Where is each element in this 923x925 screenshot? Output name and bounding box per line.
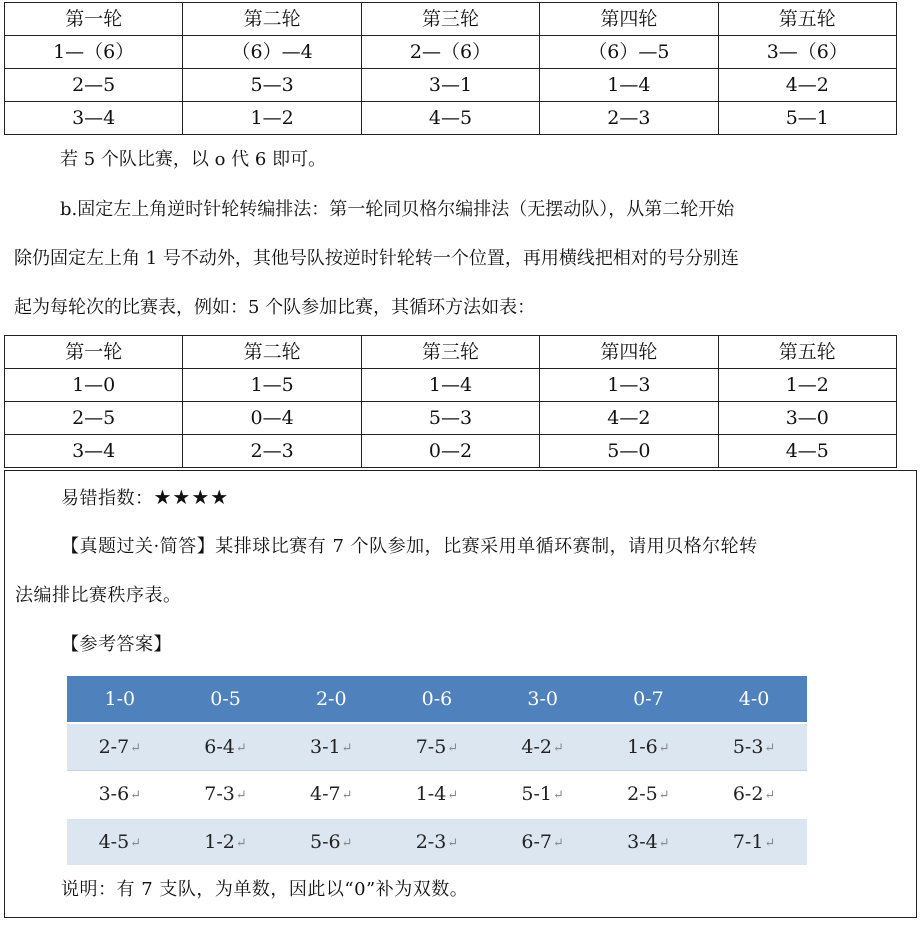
paragraph-mark-icon: ↵ — [130, 740, 142, 756]
table-cell: （6）—4 — [183, 36, 361, 69]
table-cell: 3—（6） — [718, 36, 896, 69]
table-cell: 1—3 — [540, 369, 718, 402]
answer-row — [67, 818, 807, 865]
paragraph-mark-icon: ↵ — [658, 740, 670, 756]
paragraph-mark-icon: ↵ — [235, 787, 247, 803]
answer-cell: 4-0 — [701, 676, 807, 723]
method-b-line-2: 除仍固定左上角 1 号不动外，其他号队按逆时针轮转一个位置，再用横线把相对的号分别连 — [14, 248, 739, 269]
table-row — [5, 369, 897, 402]
table-row — [5, 69, 897, 102]
question-line-1: 【真题过关·简答】某排球比赛有 7 个队参加，比赛采用单循环赛制，请用贝格尔轮转 — [61, 536, 758, 557]
header-cell: 第三轮 — [361, 3, 539, 36]
exercise-box — [4, 470, 917, 918]
table-row — [5, 435, 897, 468]
paragraph-mark-icon: ↵ — [553, 835, 564, 851]
table-header-row — [5, 336, 897, 369]
paragraph-mark-icon: ↵ — [130, 835, 142, 851]
table-row — [5, 402, 897, 435]
difficulty-label: 易错指数： — [61, 488, 154, 509]
table-cell: 5—1 — [718, 102, 896, 135]
paragraph-mark-icon: ↵ — [658, 787, 670, 803]
answer-cell: 3-1↵ — [278, 723, 384, 771]
table-cell: 3—4 — [5, 102, 183, 135]
table-cell: 2—（6） — [361, 36, 539, 69]
paragraph-mark-icon: ↵ — [235, 835, 247, 851]
answer-cell: 3-0 — [490, 676, 596, 723]
answer-label: 【参考答案】 — [61, 634, 172, 655]
table-row — [5, 102, 897, 135]
paragraph-mark-icon: ↵ — [447, 835, 459, 851]
table-cell: 1—5 — [183, 369, 361, 402]
table-cell: 1—（6） — [5, 36, 183, 69]
explanation-text: 说明：有 7 支队，为单数，因此以“0”补为双数。 — [61, 879, 469, 900]
header-cell: 第二轮 — [183, 3, 361, 36]
table-cell: 0—2 — [361, 435, 539, 468]
paragraph-mark-icon: ↵ — [764, 740, 776, 756]
table-cell: 1—4 — [540, 69, 718, 102]
answer-cell: 2-7↵ — [67, 723, 173, 771]
answer-cell: 5-3↵ — [701, 723, 807, 771]
paragraph-mark-icon: ↵ — [764, 835, 776, 851]
answer-cell: 6-7↵ — [490, 818, 596, 865]
header-cell: 第五轮 — [718, 336, 896, 369]
answer-cell: 4-2↵ — [490, 723, 596, 771]
answer-cell: 7-3↵ — [173, 771, 279, 819]
difficulty-stars: ★★★★ — [153, 485, 230, 509]
table-cell: （6）—5 — [540, 36, 718, 69]
answer-cell: 2-3↵ — [384, 818, 490, 865]
schedule-table-5-teams — [4, 335, 897, 468]
header-cell: 第五轮 — [718, 3, 896, 36]
header-cell: 第四轮 — [540, 336, 718, 369]
table-cell: 1—0 — [5, 369, 183, 402]
table-cell: 3—0 — [718, 402, 896, 435]
table-cell: 1—2 — [183, 102, 361, 135]
answer-cell: 1-2↵ — [173, 818, 279, 865]
table-cell: 1—2 — [718, 369, 896, 402]
answer-cell: 1-4↵ — [384, 771, 490, 819]
table-cell: 4—2 — [540, 402, 718, 435]
table-cell: 4—5 — [361, 102, 539, 135]
paragraph-mark-icon: ↵ — [341, 835, 353, 851]
answer-cell: 2-0 — [278, 676, 384, 723]
table-cell: 3—1 — [361, 69, 539, 102]
table-cell: 5—3 — [361, 402, 539, 435]
paragraph-mark-icon: ↵ — [447, 740, 459, 756]
header-cell: 第一轮 — [5, 3, 183, 36]
table-cell: 2—5 — [5, 402, 183, 435]
note-five-teams: 若 5 个队比赛，以 o 代 6 即可。 — [60, 149, 327, 170]
answer-cell: 6-2↵ — [701, 771, 807, 819]
answer-cell: 1-6↵ — [596, 723, 702, 771]
schedule-table-6-teams — [4, 2, 897, 135]
answer-cell: 2-5↵ — [596, 771, 702, 819]
answer-cell: 1-0 — [67, 676, 173, 723]
paragraph-mark-icon: ↵ — [130, 787, 142, 803]
answer-cell: 4-7↵ — [278, 771, 384, 819]
answer-row — [67, 676, 807, 723]
answer-cell: 0-5 — [173, 676, 279, 723]
header-cell: 第一轮 — [5, 336, 183, 369]
table-cell: 2—5 — [5, 69, 183, 102]
answer-cell: 5-1↵ — [490, 771, 596, 819]
answer-row — [67, 723, 807, 771]
question-line-2: 法编排比赛秩序表。 — [15, 585, 182, 606]
paragraph-mark-icon: ↵ — [341, 787, 353, 803]
answer-cell: 7-1↵ — [701, 818, 807, 865]
answer-cell: 6-4↵ — [173, 723, 279, 771]
table-cell: 4—5 — [718, 435, 896, 468]
method-b-line-1: b.固定左上角逆时针轮转编排法：第一轮同贝格尔编排法（无摆动队），从第二轮开始 — [60, 199, 735, 220]
paragraph-mark-icon: ↵ — [658, 835, 670, 851]
difficulty-index — [61, 485, 229, 511]
header-cell: 第二轮 — [183, 336, 361, 369]
table-cell: 5—3 — [183, 69, 361, 102]
method-b-line-3: 起为每轮次的比赛表，例如：5 个队参加比赛，其循环方法如表： — [14, 297, 536, 318]
table-cell: 2—3 — [183, 435, 361, 468]
answer-row — [67, 771, 807, 819]
table-cell: 0—4 — [183, 402, 361, 435]
answer-cell: 4-5↵ — [67, 818, 173, 865]
paragraph-mark-icon: ↵ — [764, 787, 776, 803]
answer-cell: 0-6 — [384, 676, 490, 723]
table-cell: 4—2 — [718, 69, 896, 102]
answer-cell: 7-5↵ — [384, 723, 490, 771]
header-cell: 第四轮 — [540, 3, 718, 36]
table-cell: 3—4 — [5, 435, 183, 468]
paragraph-mark-icon: ↵ — [341, 740, 353, 756]
answer-cell: 5-6↵ — [278, 818, 384, 865]
table-row — [5, 36, 897, 69]
header-cell: 第三轮 — [361, 336, 539, 369]
answer-cell: 3-6↵ — [67, 771, 173, 819]
paragraph-mark-icon: ↵ — [235, 740, 247, 756]
table-header-row — [5, 3, 897, 36]
paragraph-mark-icon: ↵ — [553, 787, 564, 803]
table-cell: 1—4 — [361, 369, 539, 402]
paragraph-mark-icon: ↵ — [553, 740, 564, 756]
table-cell: 5—0 — [540, 435, 718, 468]
paragraph-mark-icon: ↵ — [447, 787, 459, 803]
answer-cell: 3-4↵ — [596, 818, 702, 865]
answer-table — [67, 676, 807, 865]
answer-cell: 0-7 — [596, 676, 702, 723]
table-cell: 2—3 — [540, 102, 718, 135]
